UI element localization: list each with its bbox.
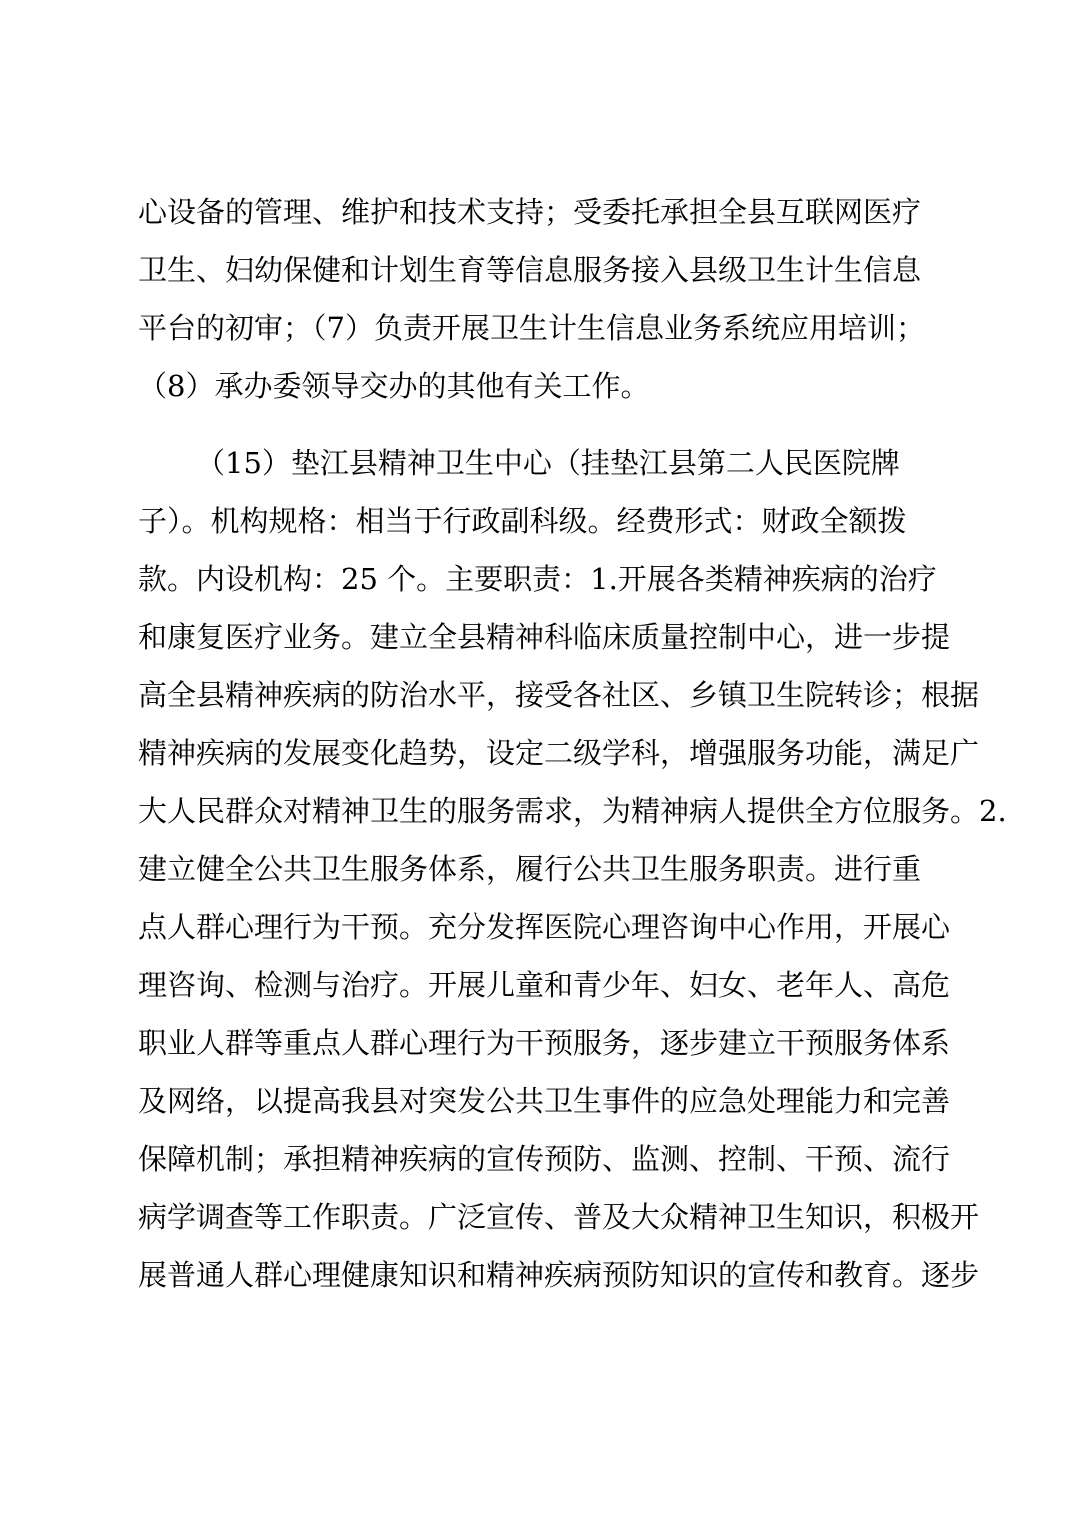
paragraph-mental-health-center: [138, 434, 1007, 1304]
text-line: 及网络，以提高我县对突发公共卫生事件的应急处理能力和完善: [138, 1084, 951, 1118]
text-line: 点人群心理行为干预。充分发挥医院心理咨询中心作用，开展心: [138, 910, 951, 944]
text-line: 精神疾病的发展变化趋势，设定二级学科，增强服务功能，满足广: [138, 736, 980, 770]
text-line: 子）。机构规格：相当于行政副科级。经费形式：财政全额拨: [138, 504, 907, 538]
text-line: 保障机制；承担精神疾病的宣传预防、监测、控制、干预、流行: [138, 1142, 951, 1176]
text-line: 大人民群众对精神卫生的服务需求，为精神病人提供全方位服务。2.: [138, 794, 1007, 828]
text-line: 平台的初审；（7）负责开展卫生计生信息业务系统应用培训；: [138, 311, 925, 345]
text-line: 款。内设机构：25 个。主要职责：1.开展各类精神疾病的治疗: [138, 562, 937, 596]
text-line: （8）承办委领导交办的其他有关工作。: [138, 369, 650, 403]
text-line: 病学调查等工作职责。广泛宣传、普及大众精神卫生知识，积极开: [138, 1200, 980, 1234]
text-line: 高全县精神疾病的防治水平，接受各社区、乡镇卫生院转诊；根据: [138, 678, 980, 712]
text-line: 卫生、妇幼保健和计划生育等信息服务接入县级卫生计生信息: [138, 253, 922, 287]
text-line: 展普通人群心理健康知识和精神疾病预防知识的宣传和教育。逐步: [138, 1258, 980, 1292]
text-line: 职业人群等重点人群心理行为干预服务，逐步建立干预服务体系: [138, 1026, 951, 1060]
text-line: 和康复医疗业务。建立全县精神科临床质量控制中心，进一步提: [138, 620, 951, 654]
text-line: 理咨询、检测与治疗。开展儿童和青少年、妇女、老年人、高危: [138, 968, 951, 1002]
text-line: 建立健全公共卫生服务体系，履行公共卫生服务职责。进行重: [138, 852, 922, 886]
text-line: 心设备的管理、维护和技术支持；受委托承担全县互联网医疗: [138, 195, 922, 229]
paragraph-continuation: [138, 183, 958, 415]
text-line-first: （15）垫江县精神卫生中心（挂垫江县第二人民医院牌: [196, 446, 900, 480]
